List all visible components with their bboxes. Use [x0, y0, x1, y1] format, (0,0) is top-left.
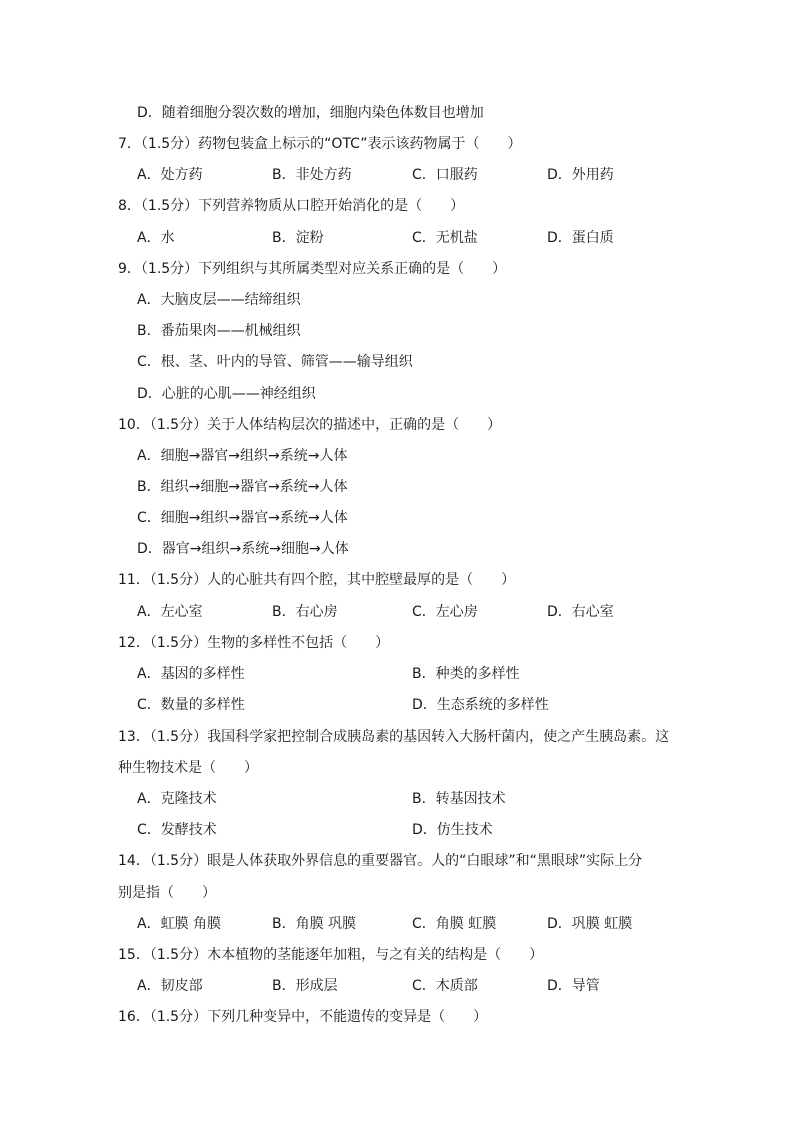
q13-option-a: A．克隆技术	[137, 791, 217, 807]
q9-option-c: C．根、茎、叶内的导管、筛管——输导组织	[137, 354, 413, 370]
q15-option-d: D．导管	[547, 978, 600, 994]
q11-option-b: B．右心房	[272, 604, 338, 620]
q13-option-d: D．仿生技术	[412, 822, 493, 838]
q8-option-d: D．蛋白质	[547, 230, 614, 246]
q15-option-b: B．形成层	[272, 978, 338, 994]
q8-stem: 8．（1.5分）下列营养物质从口腔开始消化的是（ ）	[118, 198, 465, 214]
q14-option-d: D．巩膜 虹膜	[547, 916, 633, 932]
q8-option-a: A．水	[137, 230, 175, 246]
q14-stem-line2: 别是指（ ）	[118, 885, 216, 901]
q13-option-b: B．转基因技术	[412, 791, 506, 807]
q11-option-d: D．右心室	[547, 604, 614, 620]
q9-option-d: D．心脏的心肌——神经组织	[137, 386, 316, 402]
q13-stem-line2: 种生物技术是（ ）	[118, 760, 258, 776]
q8-option-b: B．淀粉	[272, 230, 324, 246]
q11-stem: 11．（1.5分）人的心脏共有四个腔，其中腔壁最厚的是（ ）	[118, 572, 516, 588]
q15-option-c: C．木质部	[412, 978, 478, 994]
q9-option-b: B．番茄果肉——机械组织	[137, 323, 301, 339]
q12-option-c: C．数量的多样性	[137, 697, 245, 713]
q7-option-b: B．非处方药	[272, 167, 352, 183]
q7-stem: 7．（1.5分）药物包装盒上标示的“OTC”表示该药物属于（ ）	[118, 136, 522, 152]
q7-option-c: C．口服药	[412, 167, 478, 183]
q8-option-c: C．无机盐	[412, 230, 478, 246]
q13-stem-line1: 13．（1.5分）我国科学家把控制合成胰岛素的基因转入大肠杆菌内，使之产生胰岛素。这	[118, 729, 670, 745]
q9-stem: 9．（1.5分）下列组织与其所属类型对应关系正确的是（ ）	[118, 261, 507, 277]
q10-option-b: B．组织→细胞→器官→系统→人体	[137, 479, 348, 495]
q10-option-a: A．细胞→器官→组织→系统→人体	[137, 448, 348, 464]
q10-stem: 10．（1.5分）关于人体结构层次的描述中，正确的是（ ）	[118, 417, 502, 433]
q14-option-c: C．角膜 虹膜	[412, 916, 497, 932]
q7-option-a: A．处方药	[137, 167, 203, 183]
q9-option-a: A．大脑皮层——结缔组织	[137, 292, 301, 308]
q10-option-c: C．细胞→组织→器官→系统→人体	[137, 510, 348, 526]
q11-option-a: A．左心室	[137, 604, 203, 620]
q15-stem: 15．（1.5分）木本植物的茎能逐年加粗，与之有关的结构是（ ）	[118, 947, 544, 963]
q7-option-d: D．外用药	[547, 167, 614, 183]
q6-option-d: D．随着细胞分裂次数的增加，细胞内染色体数目也增加	[137, 105, 484, 121]
q10-option-d: D．器官→组织→系统→细胞→人体	[137, 541, 349, 557]
q13-option-c: C．发酵技术	[137, 822, 217, 838]
q14-option-a: A．虹膜 角膜	[137, 916, 222, 932]
q12-option-a: A．基因的多样性	[137, 666, 245, 682]
q14-option-b: B．角膜 巩膜	[272, 916, 357, 932]
q11-option-c: C．左心房	[412, 604, 478, 620]
q14-stem-line1: 14．（1.5分）眼是人体获取外界信息的重要器官。人的“白眼球”和“黑眼球”实际上分	[118, 853, 643, 869]
q15-option-a: A．韧皮部	[137, 978, 203, 994]
q16-stem: 16．（1.5分）下列几种变异中，不能遗传的变异是（ ）	[118, 1009, 488, 1025]
q12-option-d: D．生态系统的多样性	[412, 697, 549, 713]
q12-stem: 12．（1.5分）生物的多样性不包括（ ）	[118, 635, 390, 651]
q12-option-b: B．种类的多样性	[412, 666, 520, 682]
